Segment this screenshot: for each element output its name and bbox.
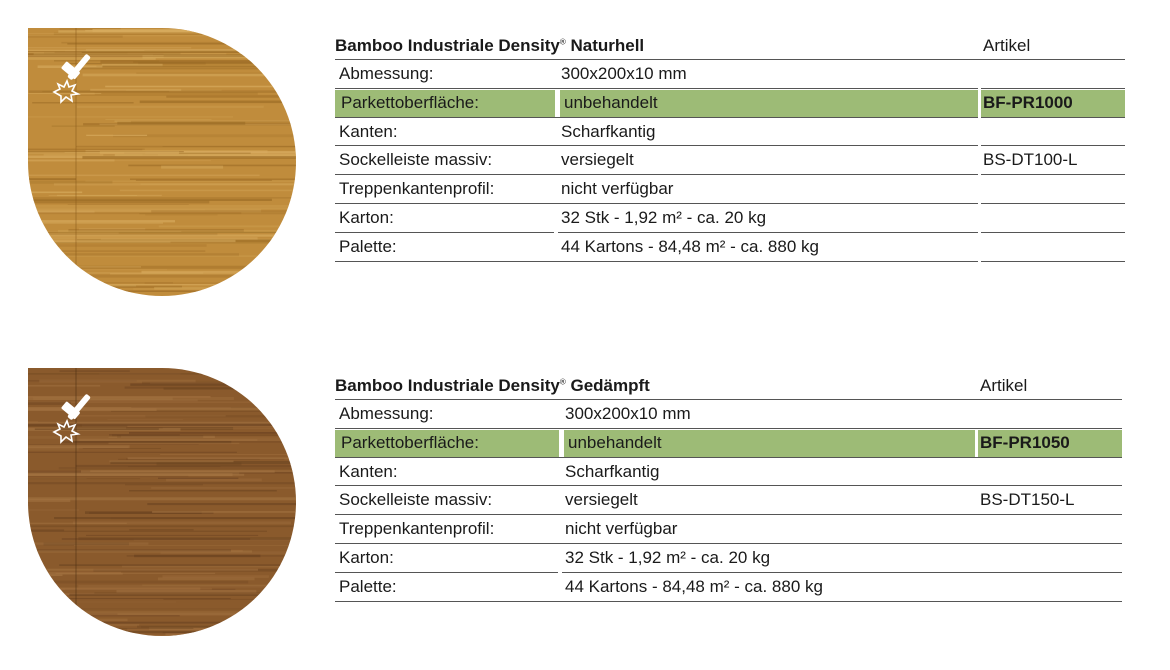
grain-streak [28,628,193,629]
title-name: Bamboo Industriale Density [335,376,560,395]
grain-streak [164,388,296,390]
product-title [335,376,650,396]
registered-mark: ® [559,377,566,387]
grain-streak [28,33,296,34]
artikel-number: BS-DT100-L [983,150,1078,170]
grain-streak [67,43,265,44]
spec-value: 44 Kartons - 84,48 m² - ca. 880 kg [561,236,819,256]
spec-value: unbehandelt [564,92,658,112]
grain-streak [28,275,239,278]
spec-value: nicht verfügbar [565,519,678,539]
spec-value: 32 Stk - 1,92 m² - ca. 20 kg [565,548,771,567]
grain-streak [143,55,297,58]
grain-streak [60,370,130,372]
spec-row [0,515,1170,543]
artikel-header: Artikel [983,36,1031,55]
spec-label: Karton: [339,208,394,227]
grain-streak [142,382,238,384]
grain-streak [28,622,287,624]
spec-label: Treppenkantenprofil: [339,179,495,199]
spec-row [0,60,1170,88]
grain-streak [28,385,100,387]
grain-streak [28,266,141,268]
spec-row [0,544,1170,572]
grain-streak [137,626,296,628]
spec-row [0,89,1170,117]
product-title [335,36,644,56]
spec-row [0,429,1170,457]
grain-streak [76,611,296,613]
grain-streak [49,269,167,270]
grain-streak [28,602,176,603]
grain-streak [79,609,296,610]
row-rule [335,601,1122,602]
spec-row [0,118,1170,146]
spec-label: Abmessung: [339,404,434,423]
registered-mark: ® [559,37,566,47]
row-rule [981,261,1125,262]
title-variant: Gedämpft [570,376,650,395]
spec-row [0,400,1170,428]
spec-value: versiegelt [565,490,638,510]
spec-value: 32 Stk - 1,92 m² - ca. 20 kg [561,208,767,227]
grain-streak [166,633,297,636]
spec-value: versiegelt [561,150,634,170]
artikel-number: BF-PR1000 [983,92,1073,112]
grain-streak [28,373,289,374]
spec-row [0,486,1170,514]
grain-streak [28,288,119,291]
spec-label: Karton: [339,548,394,567]
spec-row [0,175,1170,203]
spec-label: Parkettoberfläche: [341,432,479,452]
spec-value: 300x200x10 mm [561,64,687,83]
artikel-header: Artikel [980,376,1028,395]
product-naturhell [0,0,1170,300]
product-gedaempft [0,340,1170,640]
title-variant: Naturhell [570,36,645,55]
grain-streak [29,615,180,616]
spec-value: unbehandelt [568,432,662,452]
grain-streak [28,36,123,38]
spec-label: Kanten: [339,461,398,481]
grain-streak [38,624,139,626]
spec-row [0,204,1170,232]
spec-label: Kanten: [339,121,398,141]
grain-streak [133,289,211,290]
grain-streak [56,284,245,285]
spec-row [0,458,1170,486]
spec-label: Abmessung: [339,64,434,83]
artikel-number: BS-DT150-L [980,490,1075,510]
spec-label: Sockelleiste massiv: [339,490,493,510]
spec-label: Parkettoberfläche: [341,92,479,112]
spec-value: nicht verfügbar [561,179,674,199]
spec-value: Scharfkantig [565,461,660,481]
grain-streak [112,290,296,292]
grain-streak [102,631,259,633]
spec-row [0,233,1170,261]
spec-label: Sockelleiste massiv: [339,150,493,170]
spec-row [0,573,1170,601]
spec-label: Palette: [339,236,397,256]
row-rule [335,261,978,262]
grain-streak [28,624,80,625]
spec-row [0,146,1170,174]
artikel-number: BF-PR1050 [980,432,1070,452]
spec-value: 300x200x10 mm [565,404,691,423]
spec-label: Palette: [339,576,397,596]
spec-value: Scharfkantig [561,121,656,141]
grain-streak [31,283,173,284]
grain-streak [28,289,57,290]
title-name: Bamboo Industriale Density [335,36,560,55]
grain-streak [110,273,296,274]
grain-streak [28,268,73,269]
spec-value: 44 Kartons - 84,48 m² - ca. 880 kg [565,576,823,596]
grain-streak [28,619,127,622]
grain-streak [93,29,218,32]
spec-label: Treppenkantenprofil: [339,519,495,539]
